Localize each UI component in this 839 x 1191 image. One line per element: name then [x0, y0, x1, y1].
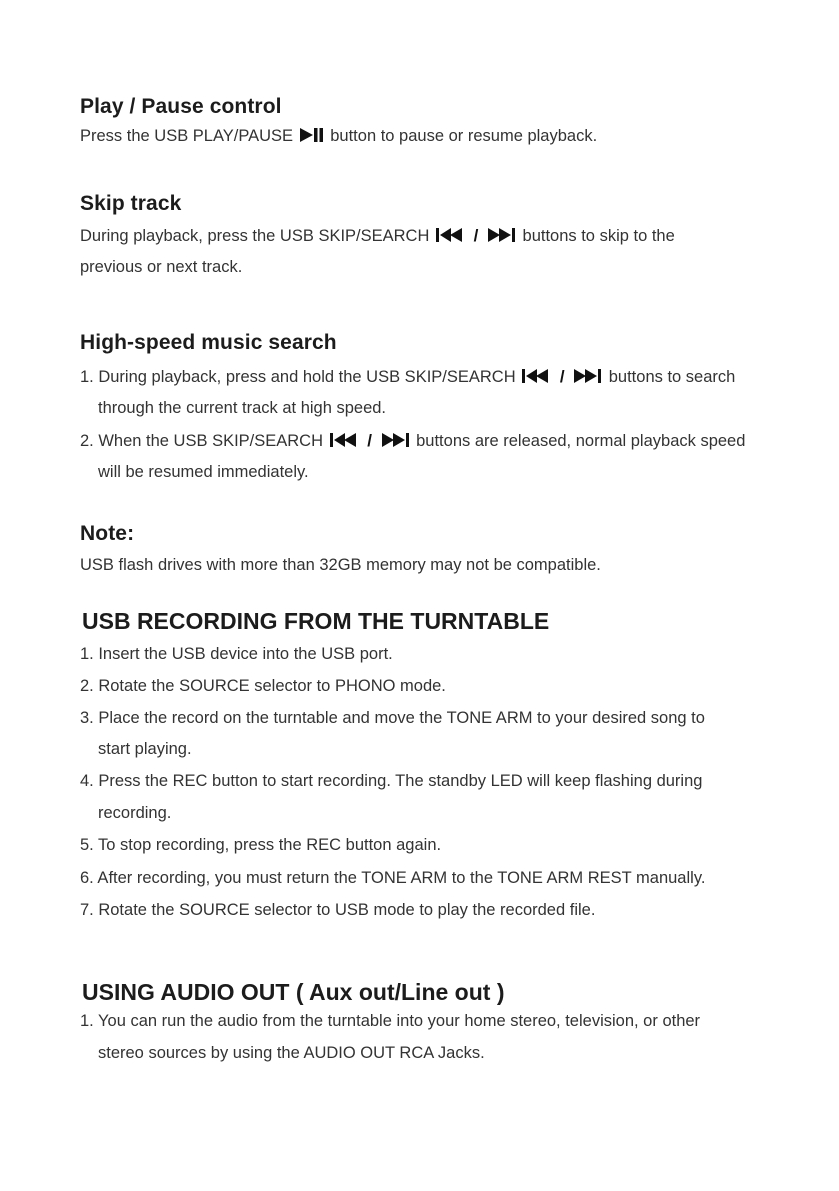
play-pause-text	[80, 127, 597, 146]
usb-recording-step-3-cont: start playing.	[98, 740, 192, 758]
play-pause-heading: Play / Pause control	[80, 95, 282, 118]
skip-separator: /	[473, 226, 479, 245]
search-item1-cont: through the current track at high speed.	[98, 399, 387, 417]
usb-recording-step-2: 2. Rotate the SOURCE selector to PHONO mode.	[80, 677, 446, 695]
note-text: USB flash drives with more than 32GB memory may not be compatible.	[80, 556, 601, 574]
skip-track-heading: Skip track	[80, 192, 182, 215]
skip-track-text-after: buttons to skip to the	[522, 227, 675, 245]
note-heading: Note:	[80, 522, 135, 545]
search-item2-after: buttons are released, normal playback speed	[416, 432, 746, 450]
search-separator-2: /	[367, 431, 372, 450]
audio-out-step-1: 1. You can run the audio from the turntable into your home stereo, television, or other	[80, 1012, 701, 1030]
search-item2	[80, 431, 745, 451]
usb-recording-heading: USB RECORDING FROM THE TURNTABLE	[82, 608, 550, 634]
usb-recording-step-3: 3. Place the record on the turntable and move the TONE ARM to your desired song to	[80, 709, 705, 727]
search-item1	[80, 367, 735, 387]
search-item2-cont: will be resumed immediately.	[98, 463, 309, 481]
skip-track-text-line2: previous or next track.	[80, 258, 243, 276]
search-item1-after: buttons to search	[608, 368, 736, 386]
search-separator-1: /	[559, 367, 565, 386]
usb-recording-step-4-cont: recording.	[98, 804, 172, 822]
skip-track-text-before: During playback, press the USB SKIP/SEARCH	[80, 227, 430, 245]
search-item1-before: 1. During playback, press and hold the USB SKIP/SEARCH	[80, 368, 516, 386]
skip-track-text-line1	[80, 226, 675, 246]
usb-recording-step-7: 7. Rotate the SOURCE selector to USB mode to play the recorded file.	[80, 901, 596, 919]
skip-forward-icon	[381, 432, 411, 448]
audio-out-heading: USING AUDIO OUT ( Aux out/Line out )	[82, 979, 505, 1005]
skip-back-icon	[435, 227, 465, 243]
play-pause-text-after: button to pause or resume playback.	[330, 127, 598, 145]
usb-recording-step-5: 5. To stop recording, press the REC button again.	[80, 836, 442, 854]
search-heading: High-speed music search	[80, 331, 337, 354]
play-pause-icon	[299, 127, 325, 143]
play-pause-text-before: Press the USB PLAY/PAUSE	[80, 127, 294, 145]
skip-back-icon	[521, 368, 551, 384]
usb-recording-step-6: 6. After recording, you must return the TONE ARM to the TONE ARM REST manually.	[80, 869, 706, 887]
search-item2-before: 2. When the USB SKIP/SEARCH	[80, 432, 324, 450]
skip-forward-icon	[487, 227, 517, 243]
skip-back-icon	[329, 432, 359, 448]
skip-forward-icon	[573, 368, 603, 384]
usb-recording-step-4: 4. Press the REC button to start recording. The standby LED will keep flashing during	[80, 772, 703, 790]
usb-recording-step-1: 1. Insert the USB device into the USB port.	[80, 645, 393, 663]
audio-out-step-1-cont: stereo sources by using the AUDIO OUT RCA Jacks.	[98, 1044, 485, 1062]
